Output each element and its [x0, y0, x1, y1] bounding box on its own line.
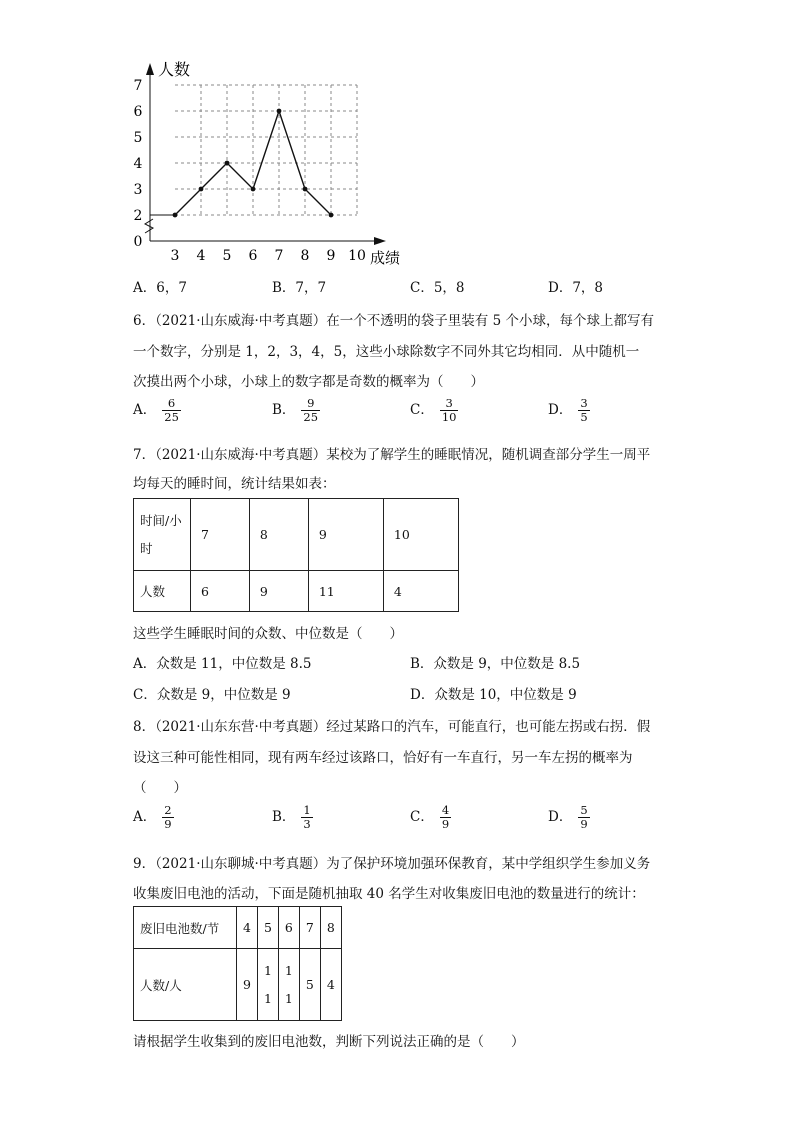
- q7-table-cell: 6: [191, 571, 250, 612]
- q6-option-a-fraction: $\frac{6}{25}$: [164, 396, 179, 424]
- x-axis-arrow: [374, 237, 386, 245]
- q8-option-b-label: B．: [272, 809, 296, 825]
- y-tick-label: 2: [133, 208, 143, 224]
- q5-option-d[interactable]: D．7，8: [548, 280, 604, 296]
- q7-table-cell: 9: [308, 499, 383, 571]
- q6-option-d-label: D．: [548, 402, 573, 418]
- q7-table-cell: 8: [249, 499, 308, 571]
- q5-option-a[interactable]: A．6，7: [133, 280, 187, 296]
- q6-option-b-fraction: $\frac{9}{25}$: [303, 396, 319, 424]
- q6-option-a-label: A．: [133, 402, 157, 418]
- q8-option-a-fraction: $\frac{2}{9}$: [164, 803, 172, 831]
- y-axis-arrow: [146, 63, 154, 75]
- q8-option-b[interactable]: [272, 804, 313, 831]
- q9-table-cell: 5: [299, 949, 320, 1021]
- x-tick-label: 9: [326, 248, 336, 264]
- q7-table-header-time: 时间/小 时: [134, 499, 191, 571]
- data-point: [303, 187, 308, 192]
- y-tick-label: 4: [133, 156, 143, 172]
- q9-table-cell-wrapped: 1 1: [257, 949, 278, 1021]
- data-point: [173, 213, 178, 218]
- q7-table-cell: 9: [249, 571, 308, 612]
- q6-option-d-fraction: $\frac{3}{5}$: [580, 396, 588, 424]
- q8-option-a[interactable]: [133, 804, 174, 831]
- data-point: [225, 161, 230, 166]
- q8-option-c-label: C．: [410, 809, 434, 825]
- q9-battery-table: [133, 906, 342, 1021]
- q9-table-header-batteries: 废旧电池数/节: [134, 907, 237, 949]
- y-tick-label: 6: [133, 104, 143, 120]
- q6-stem-line-2: 一个数字，分别是 1，2，3，4，5，这些小球除数字不同外其它均相同．从中随机一: [133, 344, 640, 360]
- q7-option-d[interactable]: D．众数是 10，中位数是 9: [410, 687, 577, 703]
- data-point: [251, 187, 256, 192]
- q6-option-c[interactable]: [410, 397, 458, 424]
- q7-option-b[interactable]: B．众数是 9，中位数是 8.5: [410, 656, 581, 672]
- data-point: [199, 187, 204, 192]
- q7-table-cell: 7: [191, 499, 250, 571]
- score-line-chart: [120, 55, 420, 270]
- q7-question: 这些学生睡眠时间的众数、中位数是（ ）: [133, 626, 403, 642]
- q7-table-cell: 11: [308, 571, 383, 612]
- q7-stem-line-1: 7．（2021·山东威海·中考真题）某校为了解学生的睡眠情况，随机调查部分学生一周平: [133, 447, 651, 463]
- q7-option-a[interactable]: A．众数是 11，中位数是 8.5: [133, 656, 312, 672]
- q8-stem-line-2: 设这三种可能性相同，现有两车经过该路口，恰好有一车直行，另一车左拐的概率为: [133, 750, 633, 766]
- q8-stem-line-3: （ ）: [133, 780, 187, 796]
- q8-option-c-fraction: $\frac{4}{9}$: [441, 803, 450, 831]
- q7-table-cell: 10: [383, 499, 458, 571]
- q8-stem-line-1: 8．（2021·山东东营·中考真题）经过某路口的汽车，可能直行，也可能左拐或右拐．假: [133, 719, 651, 735]
- y-axis-title: 人数: [158, 60, 191, 79]
- q6-option-b-label: B．: [272, 402, 296, 418]
- q7-table-cell: 4: [383, 571, 458, 612]
- q7-table-header-count: 人数: [134, 571, 191, 612]
- q7-stem-line-2: 均每天的睡时间，统计结果如表：: [133, 476, 336, 492]
- q8-option-d-label: D．: [548, 809, 573, 825]
- q8-option-a-label: A．: [133, 809, 157, 825]
- q6-stem-line-1: 6．（2021·山东威海·中考真题）在一个不透明的袋子里装有 5 个小球，每个球上都写有: [133, 313, 654, 329]
- q9-table-header-people: 人数/人: [134, 949, 237, 1021]
- q9-table-cell: 7: [299, 907, 320, 949]
- q6-option-b[interactable]: [272, 397, 320, 424]
- q9-table-cell: 4: [237, 907, 258, 949]
- q8-option-c[interactable]: [410, 804, 451, 831]
- q6-option-c-fraction: $\frac{3}{10}$: [441, 396, 457, 424]
- q9-table-cell: 8: [320, 907, 341, 949]
- x-tick-label: 8: [300, 248, 310, 264]
- q7-option-c[interactable]: C．众数是 9，中位数是 9: [133, 687, 291, 703]
- data-point: [329, 213, 334, 218]
- y-tick-label: 3: [133, 182, 143, 198]
- q6-stem-line-3: 次摸出两个小球，小球上的数字都是奇数的概率为（ ）: [133, 374, 484, 390]
- q6-option-d[interactable]: [548, 397, 590, 424]
- q9-table-cell: 4: [320, 949, 341, 1021]
- x-axis-title: 成绩: [370, 249, 401, 267]
- q5-option-b[interactable]: B．7，7: [272, 280, 327, 296]
- q8-option-b-fraction: $\frac{1}{3}$: [303, 803, 311, 831]
- x-tick-label: 6: [248, 248, 258, 264]
- data-point: [277, 109, 282, 114]
- y-tick-label: 5: [133, 130, 143, 146]
- x-tick-label: 3: [170, 248, 180, 264]
- axis-break-icon: [145, 219, 153, 233]
- q7-sleep-table: [133, 498, 459, 612]
- x-tick-label: 10: [348, 248, 366, 264]
- x-tick-label: 4: [196, 248, 206, 264]
- y-origin-label: 0: [133, 234, 143, 250]
- q8-option-d-fraction: $\frac{5}{9}$: [580, 803, 588, 831]
- x-tick-label: 5: [222, 248, 232, 264]
- q9-table-cell: 6: [278, 907, 299, 949]
- q6-option-c-label: C．: [410, 402, 434, 418]
- q8-option-d[interactable]: [548, 804, 590, 831]
- q9-table-cell: 9: [237, 949, 258, 1021]
- q9-table-cell-wrapped: 1 1: [278, 949, 299, 1021]
- y-tick-label: 7: [133, 78, 143, 94]
- q9-question: 请根据学生收集到的废旧电池数，判断下列说法正确的是（ ）: [133, 1034, 525, 1050]
- q9-stem-line-1: 9．（2021·山东聊城·中考真题）为了保护环境加强环保教育，某中学组织学生参加义务: [133, 856, 651, 872]
- q9-stem-line-2: 收集废旧电池的活动，下面是随机抽取 40 名学生对收集废旧电池的数量进行的统计：: [133, 886, 645, 902]
- q9-table-cell: 5: [257, 907, 278, 949]
- x-tick-label: 7: [274, 248, 284, 264]
- q5-option-c[interactable]: C．5，8: [410, 280, 465, 296]
- q6-option-a[interactable]: [133, 397, 181, 424]
